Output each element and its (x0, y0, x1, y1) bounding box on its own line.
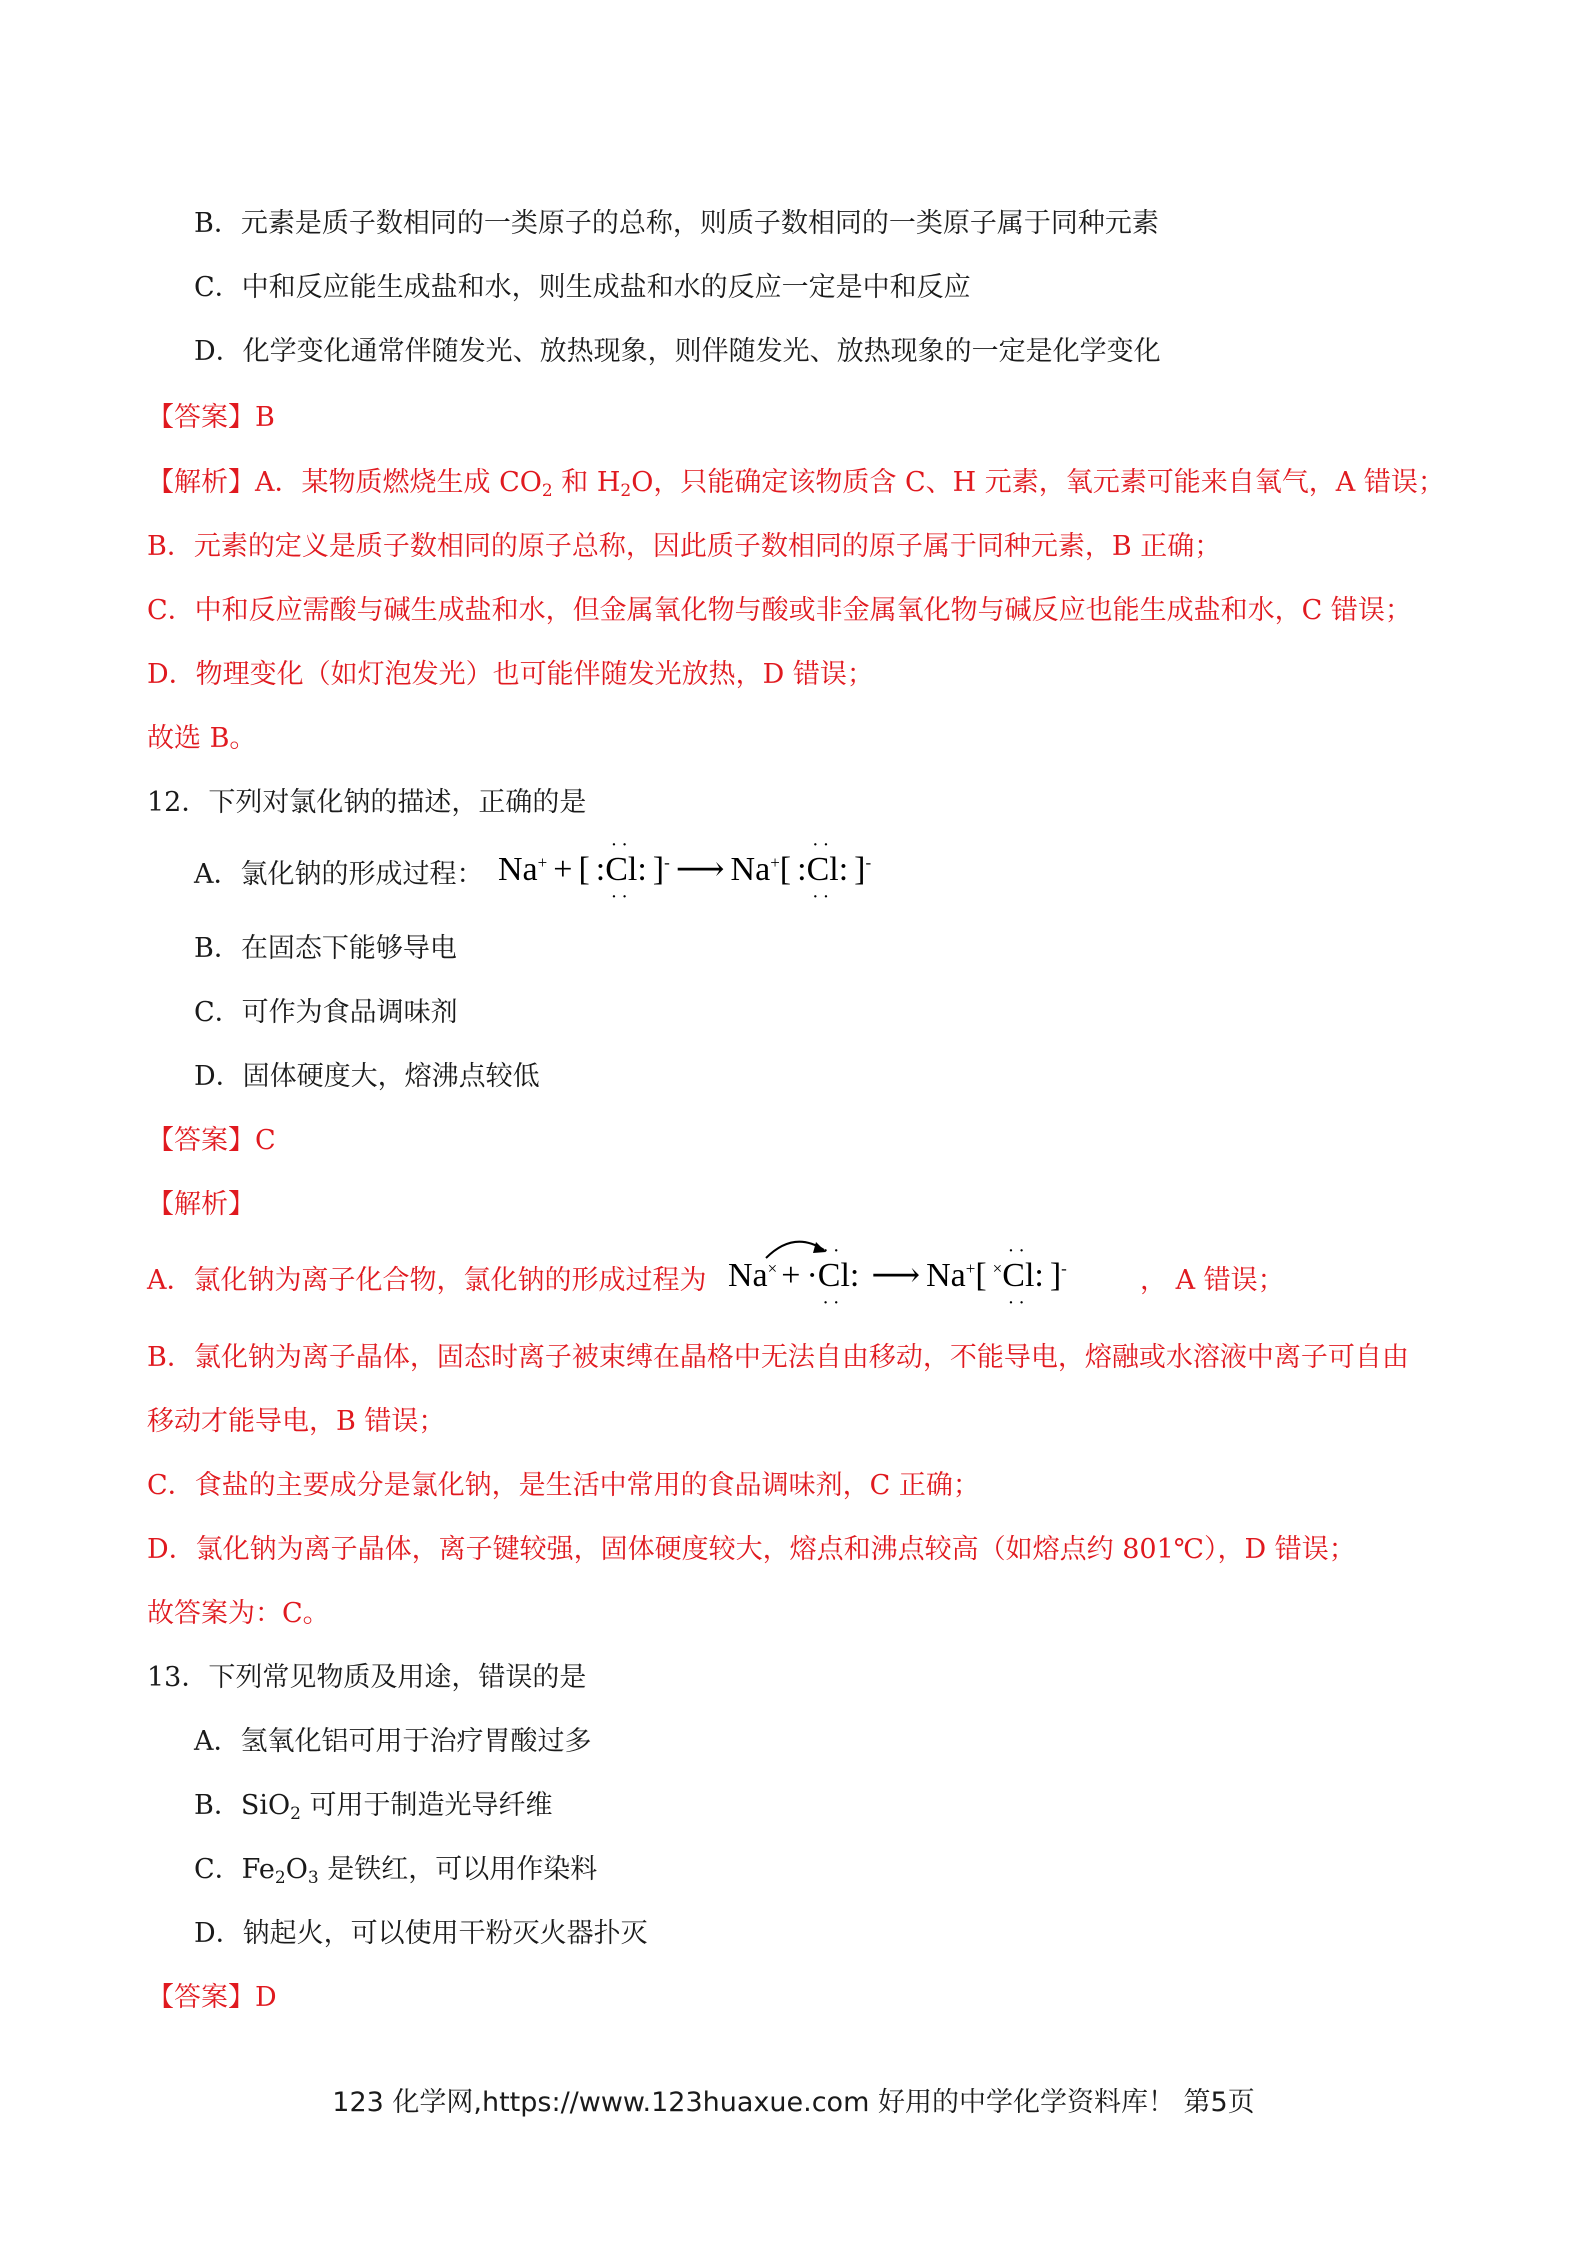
q12-analysis-b-2: 移动才能导电，B 错误； (147, 1406, 446, 1437)
q12-option-a-formula: Na+ + [ ·· :Cl: ·· ]- ⟶ Na+[ ·· :Cl: ·· ]- (498, 834, 872, 908)
q11-option-d: D．化学变化通常伴随发光、放热现象，则伴随发光、放热现象的一定是化学变化 (194, 336, 1161, 367)
q12-option-b: B．在固态下能够导电 (194, 933, 457, 964)
q12-analysis-a-label: A．氯化钠为离子化合物，氯化钠的形成过程为 (147, 1265, 707, 1296)
q12-option-d: D．固体硬度大，熔沸点较低 (194, 1061, 540, 1092)
answer-value: D (255, 1982, 277, 2013)
answer-label: 【答案】 (147, 1982, 255, 2013)
analysis-label: 【解析】 (147, 467, 255, 498)
q12-analysis-label: 【解析】 (147, 1189, 255, 1220)
chloride-ion-dots: ·· ×Cl: ·· (992, 1240, 1044, 1314)
q13-option-a: A．氢氧化铝可用于治疗胃酸过多 (194, 1726, 592, 1757)
q13-stem: 13．下列常见物质及用途，错误的是 (147, 1662, 587, 1693)
chloride-ion-dots: ·· :Cl: ·· (797, 834, 849, 908)
q12-answer (147, 1123, 276, 1159)
q13-answer (147, 1980, 277, 2016)
q11-analysis-c: C．中和反应需酸与碱生成盐和水，但金属氧化物与酸或非金属氧化物与碱反应也能生成盐和水，C 错误； (147, 595, 1412, 626)
answer-value: C (255, 1125, 276, 1156)
q12-analysis-c: C．食盐的主要成分是氯化钠，是生活中常用的食品调味剂，C 正确； (147, 1470, 980, 1501)
q12-analysis-a-end: ， A 错误； (1140, 1265, 1285, 1296)
q12-option-a-label: A．氯化钠的形成过程： (194, 859, 484, 890)
q13-option-d: D．钠起火，可以使用干粉灭火器扑灭 (194, 1918, 648, 1949)
q11-option-c: C．中和反应能生成盐和水，则生成盐和水的反应一定是中和反应 (194, 272, 971, 303)
chloride-ion-dots: ·· :Cl: ·· (595, 834, 647, 908)
q12-stem: 12．下列对氯化钠的描述，正确的是 (147, 787, 587, 818)
q11-analysis-d: D．物理变化（如灯泡发光）也可能伴随发光放热，D 错误； (147, 659, 874, 690)
reaction-arrow: ⟶ (675, 851, 725, 888)
q11-option-b: B．元素是质子数相同的一类原子的总称，则质子数相同的一类原子属于同种元素 (194, 208, 1159, 239)
chlorine-atom-dots: ·· ·Cl: ·· (806, 1240, 860, 1314)
page-footer: 123 化学网,https://www.123huaxue.com 好用的中学化学资料库！ 第5页 (332, 2087, 1255, 2118)
answer-label: 【答案】 (147, 402, 255, 433)
q12-analysis-b-1: B．氯化钠为离子晶体，固态时离子被束缚在晶格中无法自由移动，不能导电，熔融或水溶液中离子可自由 (147, 1342, 1409, 1373)
q11-analysis-b: B．元素的定义是质子数相同的原子总称，因此质子数相同的原子属于同种元素，B 正确； (147, 531, 1222, 562)
answer-label: 【答案】 (147, 1125, 255, 1156)
q12-analysis-d: D．氯化钠为离子晶体，离子键较强，固体硬度较大，熔点和沸点较高（如熔点约 801℃），D 错误； (147, 1534, 1356, 1565)
q11-conclusion: 故选 B。 (147, 723, 257, 754)
reaction-arrow: ⟶ (871, 1257, 921, 1294)
q13-option-c: C．$Fe_2O_3$ 是铁红，可以用作染料 (194, 1854, 598, 1888)
q12-option-c: C．可作为食品调味剂 (194, 997, 458, 1028)
q13-option-b: B．SiO$_2$ 可用于制造光导纤维 (194, 1790, 553, 1824)
q11-analysis-a: 【解析】A．某物质燃烧生成 $CO_2$ 和 $H_2O$，只能确定该物质含 C、H 元素，氧元素可能来自氧气，A 错误； (147, 467, 1445, 501)
q12-analysis-a-formula: Na× + ·· ·Cl: ·· ⟶ Na+[ ·· ×Cl: ·· ]- (728, 1256, 1067, 1296)
q12-conclusion: 故答案为：C。 (147, 1598, 330, 1629)
q11-answer (147, 400, 275, 436)
answer-value: B (255, 402, 275, 433)
